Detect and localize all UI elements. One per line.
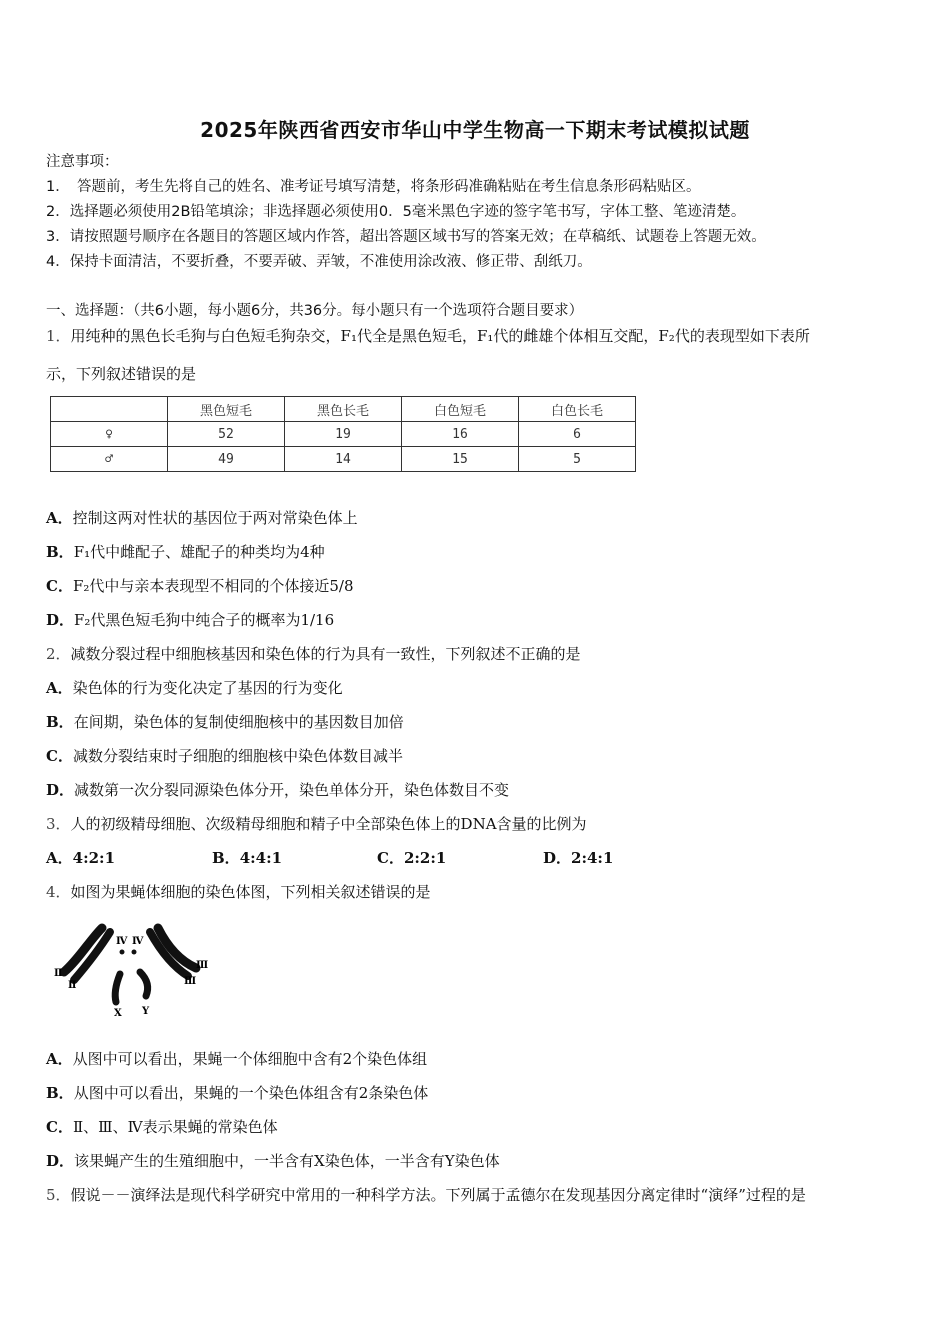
table-row <box>51 447 636 472</box>
table-cell: 6 <box>519 422 636 447</box>
q1-option-d[interactable] <box>46 610 334 630</box>
option-letter: C． <box>46 1118 73 1136</box>
option-text: 染色体的行为变化决定了基因的行为变化 <box>72 679 343 697</box>
label-y: Y <box>142 1006 150 1017</box>
q1-option-b[interactable] <box>46 542 325 562</box>
q4-option-b[interactable] <box>46 1083 428 1103</box>
label-iv-left: Ⅳ <box>116 936 128 947</box>
table-cell: 49 <box>168 447 285 472</box>
q5-stem-text: 假说－－演绎法是现代科学研究中常用的一种科学方法。下列属于孟德尔在发现基因分离定律时“演绎”过程的是 <box>70 1186 806 1204</box>
q2-option-b[interactable] <box>46 712 404 732</box>
option-letter: B． <box>46 1084 74 1102</box>
option-text: 该果蝇产生的生殖细胞中，一半含有X染色体，一半含有Y染色体 <box>74 1152 500 1170</box>
q1-stem-line1 <box>46 326 810 346</box>
q3-stem <box>46 814 587 834</box>
option-text: 4:4:1 <box>239 849 283 867</box>
table-header-cell <box>51 397 168 422</box>
q4-option-d[interactable] <box>46 1151 500 1171</box>
q3-option-b[interactable] <box>212 848 282 868</box>
q4-option-a[interactable] <box>46 1049 427 1069</box>
chromosome-y <box>140 972 148 996</box>
table-cell: 52 <box>168 422 285 447</box>
q2-stem <box>46 644 581 664</box>
notice-heading: 注意事项： <box>46 154 119 170</box>
q2-stem-text: 减数分裂过程中细胞核基因和染色体的行为具有一致性，下列叙述不正确的是 <box>70 645 581 663</box>
table-cell: 16 <box>402 422 519 447</box>
option-text: F₁代中雌配子、雄配子的种类均为4种 <box>73 543 325 561</box>
q1-stem-line2: 示，下列叙述错误的是 <box>46 365 197 383</box>
option-letter: A． <box>46 849 73 867</box>
option-text: Ⅱ、Ⅲ、Ⅳ表示果蝇的常染色体 <box>72 1118 278 1136</box>
q4-stem-text: 如图为果蝇体细胞的染色体图，下列相关叙述错误的是 <box>70 883 431 901</box>
q4-stem <box>46 882 431 902</box>
option-text: 减数分裂结束时子细胞的细胞核中染色体数目减半 <box>72 747 403 765</box>
q2-option-d[interactable] <box>46 780 509 800</box>
q3-option-a[interactable] <box>46 848 115 868</box>
option-text: 在间期，染色体的复制使细胞核中的基因数目加倍 <box>73 713 404 731</box>
q3-option-d[interactable] <box>543 848 613 868</box>
q5-stem <box>46 1185 806 1205</box>
table-cell: 19 <box>285 422 402 447</box>
table-header-cell: 白色短毛 <box>402 397 519 422</box>
q2-option-c[interactable] <box>46 746 403 766</box>
q1-number: 1． <box>46 327 71 345</box>
label-iii-b: Ⅲ <box>184 976 197 987</box>
option-letter: C． <box>377 849 404 867</box>
option-letter: D． <box>46 1152 75 1170</box>
notice-item-3: 3．请按照题号顺序在各题目的答题区域内作答，超出答题区域书写的答案无效；在草稿纸、试题卷上答题无效。 <box>46 229 766 245</box>
option-text: 控制这两对性状的基因位于两对常染色体上 <box>72 509 358 527</box>
q2-option-a[interactable] <box>46 678 343 698</box>
chromosome-x <box>115 974 120 1002</box>
option-text: 4:2:1 <box>72 849 116 867</box>
chromosome-iv-dot <box>120 950 125 955</box>
option-letter: B． <box>46 543 74 561</box>
option-letter: C． <box>46 577 73 595</box>
option-text: 从图中可以看出，果蝇一个体细胞中含有2个染色体组 <box>72 1050 428 1068</box>
option-text: 从图中可以看出，果蝇的一个染色体组含有2条染色体 <box>73 1084 429 1102</box>
q1-option-a[interactable] <box>46 508 358 528</box>
chromosome-iv-dot <box>132 950 137 955</box>
chromosome-figure <box>50 920 220 1020</box>
option-letter: B． <box>46 713 74 731</box>
label-x: X <box>114 1008 122 1019</box>
exam-title: 2025年陕西省西安市华山中学生物高一下期末考试模拟试题 <box>200 118 750 142</box>
q3-option-c[interactable] <box>377 848 446 868</box>
label-ii-a: Ⅱ <box>54 968 63 979</box>
label-iii-a: Ⅲ <box>196 960 209 971</box>
option-letter: A． <box>46 679 73 697</box>
label-iv-right: Ⅳ <box>132 936 144 947</box>
q1-stem-text: 用纯种的黑色长毛狗与白色短毛狗杂交，F₁代全是黑色短毛，F₁代的雌雄个体相互交配，F₂代的表现型如下表所 <box>70 327 810 345</box>
table-cell-sex: ♂ <box>51 447 168 472</box>
q5-number: 5． <box>46 1186 71 1204</box>
option-text: F₂代黑色短毛狗中纯合子的概率为1/16 <box>74 611 335 629</box>
table-header-cell: 黑色长毛 <box>285 397 402 422</box>
notice-item-4: 4．保持卡面清洁，不要折叠，不要弄破、弄皱，不准使用涂改液、修正带、刮纸刀。 <box>46 254 592 270</box>
option-letter: A． <box>46 1050 73 1068</box>
option-letter: A． <box>46 509 73 527</box>
option-text: 减数第一次分裂同源染色体分开，染色单体分开，染色体数目不变 <box>74 781 510 799</box>
table-row <box>51 422 636 447</box>
notice-item-2: 2．选择题必须使用2B铅笔填涂；非选择题必须使用0．5毫米黑色字迹的签字笔书写，字体工整、笔迹清楚。 <box>46 204 746 220</box>
option-letter: D． <box>46 611 75 629</box>
option-letter: C． <box>46 747 73 765</box>
option-letter: B． <box>212 849 240 867</box>
table-cell: 15 <box>402 447 519 472</box>
table-header-row <box>51 397 636 422</box>
q3-stem-text: 人的初级精母细胞、次级精母细胞和精子中全部染色体上的DNA含量的比例为 <box>70 815 587 833</box>
option-text: 2:4:1 <box>571 849 614 867</box>
q1-option-c[interactable] <box>46 576 354 596</box>
table-header-cell: 白色长毛 <box>519 397 636 422</box>
section-heading: 一、选择题：（共6小题，每小题6分，共36分。每小题只有一个选项符合题目要求） <box>46 303 584 319</box>
q2-number: 2． <box>46 645 71 663</box>
option-letter: D． <box>46 781 75 799</box>
option-letter: D． <box>543 849 572 867</box>
q4-option-c[interactable] <box>46 1117 278 1137</box>
q3-number: 3． <box>46 815 71 833</box>
notice-item-1: 1． 答题前，考生先将自己的姓名、准考证号填写清楚，将条形码准确粘贴在考生信息条形码粘贴区。 <box>46 179 701 195</box>
table-cell: 5 <box>519 447 636 472</box>
q4-number: 4． <box>46 883 71 901</box>
phenotype-table <box>50 396 636 472</box>
option-text: 2:2:1 <box>403 849 447 867</box>
table-header-cell: 黑色短毛 <box>168 397 285 422</box>
label-ii-b: Ⅱ <box>68 980 77 991</box>
table-cell-sex: ♀ <box>51 422 168 447</box>
option-text: F₂代中与亲本表现型不相同的个体接近5/8 <box>72 577 354 595</box>
table-cell: 14 <box>285 447 402 472</box>
